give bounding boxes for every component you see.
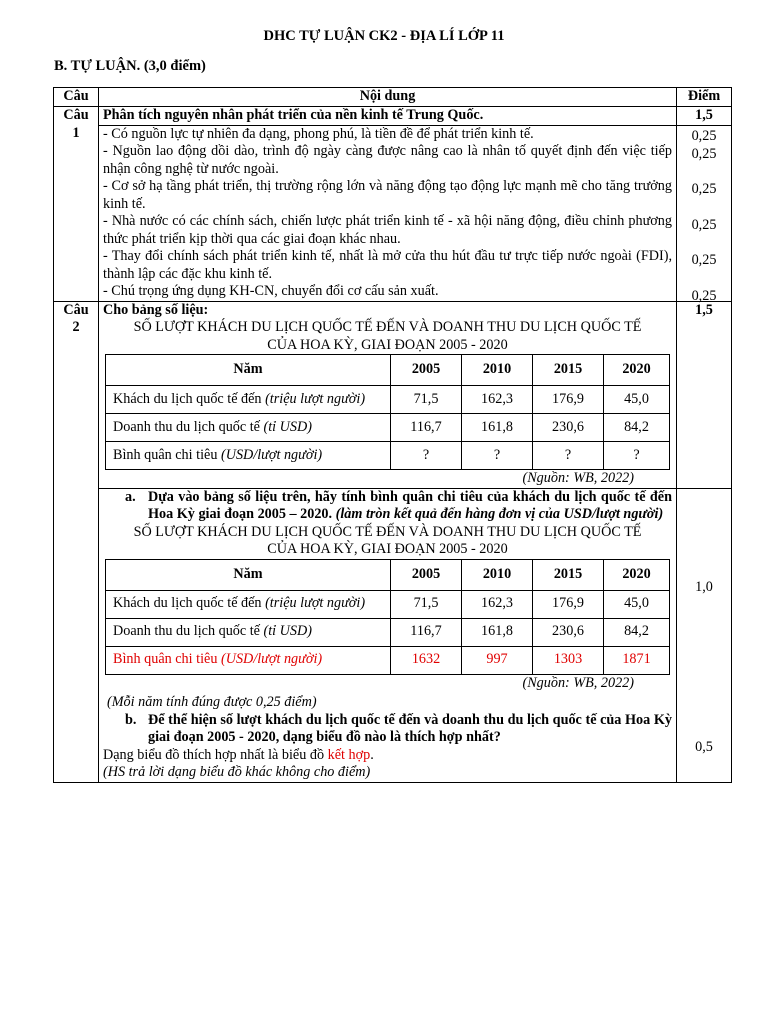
row-label-revenue: Doanh thu du lịch quốc tế (tỉ USD) xyxy=(106,414,391,442)
part-a-scoring-note: (Mỗi năm tính đúng được 0,25 điểm) xyxy=(107,694,317,710)
document-title: DHC TỰ LUẬN CK2 - ĐỊA LÍ LỚP 11 xyxy=(263,28,505,44)
cau1-items-row xyxy=(54,125,732,301)
cau1-label: Câu 1 xyxy=(54,107,99,302)
answer-cell: 1303 xyxy=(533,646,604,674)
cau2-total-score: 1,5 xyxy=(677,301,732,488)
table-row xyxy=(106,442,670,470)
cau1-item-score: 0,25 xyxy=(691,127,717,144)
table-header-row xyxy=(54,88,732,107)
source-note: (Nguồn: WB, 2022) xyxy=(522,470,634,486)
table-cell: 161,8 xyxy=(462,414,533,442)
header-cau: Câu xyxy=(54,88,99,107)
cau1-heading: Phân tích nguyên nhân phát triển của nền kinh tế Trung Quốc. xyxy=(99,107,677,126)
table-cell: 84,2 xyxy=(604,414,670,442)
cau1-item: - Nhà nước có các chính sách, chiến lược phát triển kinh tế - xã hội năng động, điều chỉnh phương thức phát triển kịp thời qua các giai đoạn khác nhau. xyxy=(103,213,672,247)
row-label-visitors: Khách du lịch quốc tế đến (triệu lượt người) xyxy=(106,386,391,414)
table-row xyxy=(106,386,670,414)
data-table-header xyxy=(106,355,670,386)
year-2015: 2015 xyxy=(533,559,604,590)
cau2-intro-text: Cho bảng số liệu: xyxy=(103,301,209,318)
cau1-item-scores xyxy=(677,125,732,304)
header-noidung: Nội dung xyxy=(99,88,677,107)
col-year-label: Năm xyxy=(106,355,391,386)
cau1-heading-score: 1,5 xyxy=(677,107,732,126)
row-label-spending: Bình quân chi tiêu (USD/lượt người) xyxy=(106,646,391,674)
cau1-item-score: 0,25 xyxy=(691,145,717,162)
cau1-items xyxy=(99,125,677,301)
year-2020: 2020 xyxy=(604,355,670,386)
table-cell: ? xyxy=(533,442,604,470)
part-b-score: 0,5 xyxy=(695,738,713,755)
row-label-visitors: Khách du lịch quốc tế đến (triệu lượt người) xyxy=(106,590,391,618)
part-a-score: 1,0 xyxy=(695,578,713,595)
section-heading: B. TỰ LUẬN. (3,0 điểm) xyxy=(54,58,206,74)
table-cell: 230,6 xyxy=(533,414,604,442)
data-table xyxy=(105,354,670,470)
cau1-item: - Nguồn lao động dồi dào, trình độ ngày càng được nâng cao là nhân tố quyết định đến việc tiếp nhận công nghệ từ nước ngoài. xyxy=(103,143,672,177)
cau2-intro xyxy=(99,301,677,488)
table-cell: 176,9 xyxy=(533,590,604,618)
table-row xyxy=(106,414,670,442)
table-row xyxy=(106,590,670,618)
data-table-title: SỐ LƯỢT KHÁCH DU LỊCH QUỐC TẾ ĐẾN VÀ DOANH THU DU LỊCH QUỐC TẾ CỦA HOA KỲ, GIAI ĐOẠN 2005 - 2020 xyxy=(133,319,642,353)
answer-cell: 997 xyxy=(462,646,533,674)
part-b-note: (HS trả lời dạng biểu đồ khác không cho điểm) xyxy=(103,764,371,780)
table-cell: 162,3 xyxy=(462,590,533,618)
year-2015: 2015 xyxy=(533,355,604,386)
row-label-revenue: Doanh thu du lịch quốc tế (tỉ USD) xyxy=(106,618,391,646)
cau2-parts xyxy=(99,488,677,782)
col-year-label: Năm xyxy=(106,559,391,590)
table-cell: 116,7 xyxy=(391,618,462,646)
cau1-item: - Thay đổi chính sách phát triển kinh tế, nhất là mở cửa thu hút đầu tư trực tiếp nước ngoài (FDI), thành lập các đặc khu kinh tế. xyxy=(103,248,672,282)
table-cell: ? xyxy=(391,442,462,470)
cau1-item: - Có nguồn lực tự nhiên đa dạng, phong phú, là tiền đề để phát triển kinh tế. xyxy=(103,125,534,142)
table-cell: 84,2 xyxy=(604,618,670,646)
header-diem: Điểm xyxy=(677,88,732,107)
year-2005: 2005 xyxy=(391,559,462,590)
table-cell: ? xyxy=(604,442,670,470)
table-row xyxy=(106,618,670,646)
table-cell: 116,7 xyxy=(391,414,462,442)
answer-cell: 1871 xyxy=(604,646,670,674)
cau2-label: Câu 2 xyxy=(54,301,99,782)
table-cell: 71,5 xyxy=(391,386,462,414)
part-b-question: b. Để thể hiện số lượt khách du lịch quốc tế đến và doanh thu du lịch quốc tế của Hoa Kỳ giai đoạn 2005 - 2020, dạng biểu đồ nào là thích hợp nhất? xyxy=(125,711,672,745)
year-2020: 2020 xyxy=(604,559,670,590)
cau2-intro-row xyxy=(54,301,732,488)
cau1-item-score: 0,25 xyxy=(691,180,717,197)
year-2010: 2010 xyxy=(462,559,533,590)
answer-cell: 1632 xyxy=(391,646,462,674)
table-cell: 45,0 xyxy=(604,386,670,414)
table-cell: 162,3 xyxy=(462,386,533,414)
table-cell: 176,9 xyxy=(533,386,604,414)
table-cell: 45,0 xyxy=(604,590,670,618)
year-2005: 2005 xyxy=(391,355,462,386)
source-note: (Nguồn: WB, 2022) xyxy=(522,674,634,691)
cau1-item-score: 0,25 xyxy=(691,216,717,233)
cau2-part-scores xyxy=(677,488,732,782)
part-b-answer: Dạng biểu đồ thích hợp nhất là biểu đồ kết hợp. xyxy=(103,746,374,763)
table-row-answer xyxy=(106,646,670,674)
cau1-item-score: 0,25 xyxy=(691,251,717,268)
data-table-header xyxy=(106,559,670,590)
table-cell: 161,8 xyxy=(462,618,533,646)
answer-data-table xyxy=(105,559,670,675)
table-cell: 71,5 xyxy=(391,590,462,618)
cau1-item: - Cơ sở hạ tầng phát triển, thị trường rộng lớn và năng động tạo động lực mạnh mẽ cho tăng trưởng kinh tế. xyxy=(103,178,672,212)
cau1-item-score: 0,25 xyxy=(691,287,717,304)
year-2010: 2010 xyxy=(462,355,533,386)
cau2-parts-row xyxy=(54,488,732,782)
answer-table-title: SỐ LƯỢT KHÁCH DU LỊCH QUỐC TẾ ĐẾN VÀ DOANH THU DU LỊCH QUỐC TẾ CỦA HOA KỲ, GIAI ĐOẠN 2005 - 2020 xyxy=(133,523,642,557)
row-label-spending: Bình quân chi tiêu (USD/lượt người) xyxy=(106,442,391,470)
cau1-item: - Chú trọng ứng dụng KH-CN, chuyển đổi cơ cấu sản xuất. xyxy=(103,283,439,299)
answer-table xyxy=(53,87,732,783)
part-a-question: a. Dựa vào bảng số liệu trên, hãy tính bình quân chi tiêu của khách du lịch quốc tế đến Hoa Kỳ giai đoạn 2005 – 2020. (làm tròn kết quả đến hàng đơn vị của USD/lượt người) xyxy=(125,488,672,522)
table-cell: ? xyxy=(462,442,533,470)
cau1-heading-row xyxy=(54,107,732,126)
table-cell: 230,6 xyxy=(533,618,604,646)
